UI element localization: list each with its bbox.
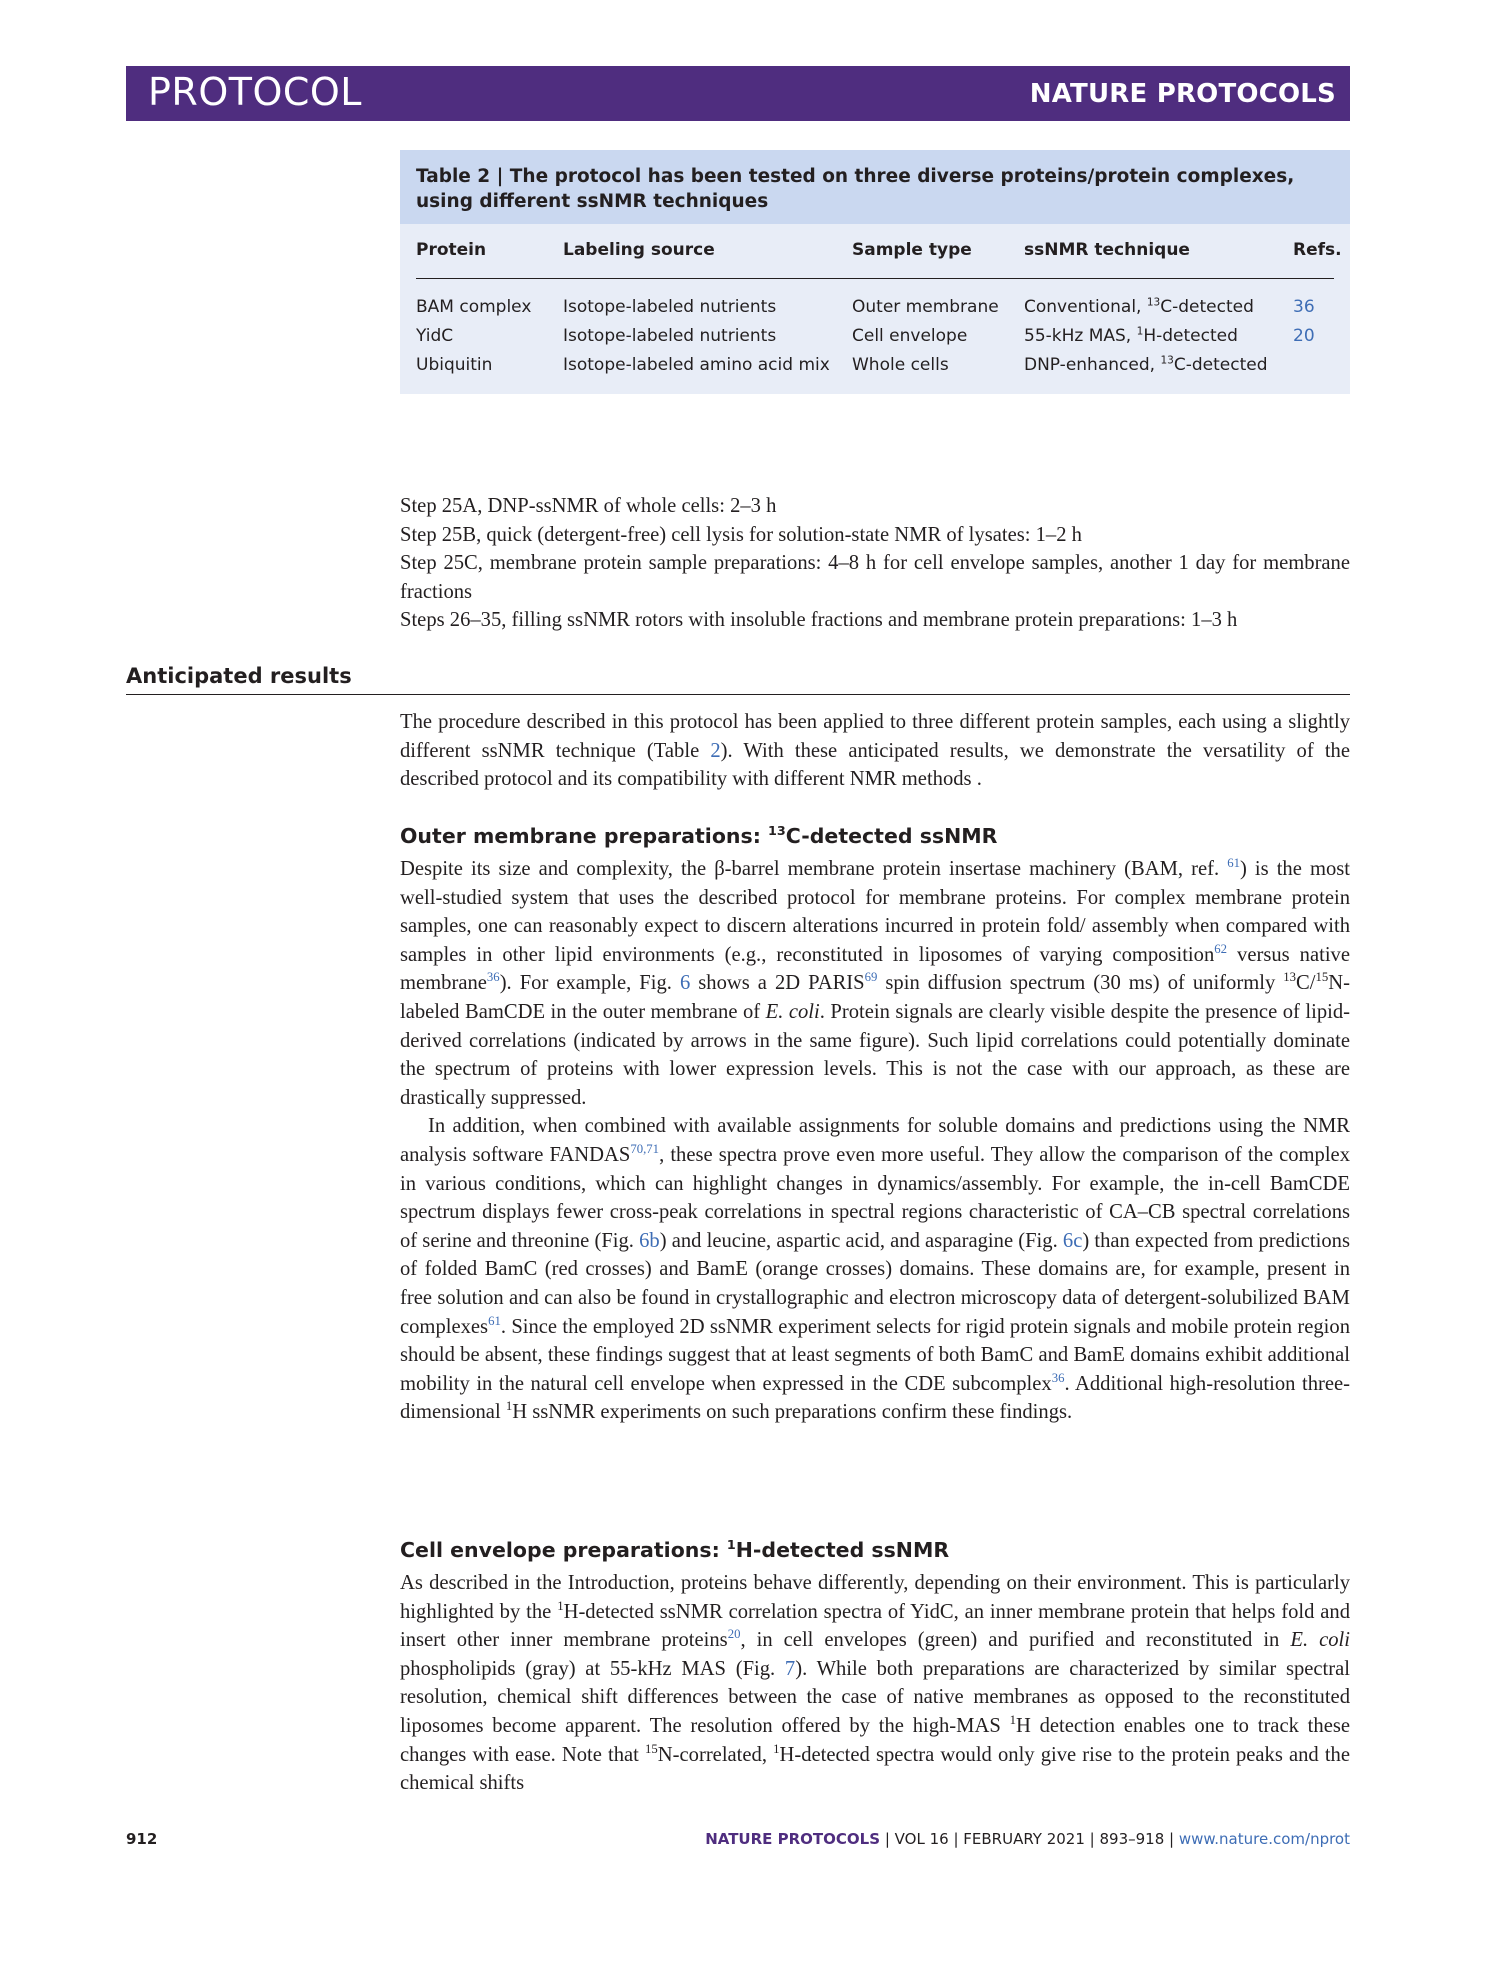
- citation-link[interactable]: 36: [486, 970, 500, 985]
- table-cell-sample: Whole cells: [852, 355, 949, 375]
- table-cell-protein: Ubiquitin: [416, 355, 493, 375]
- journal-name: NATURE PROTOCOLS: [1029, 79, 1336, 109]
- col-header-sample: Sample type: [852, 240, 972, 260]
- citation-link[interactable]: 20: [727, 1627, 741, 1642]
- timing-item: Step 25C, membrane protein sample preparations: 4–8 h for cell envelope samples, another 1 day for membrane fractions: [400, 552, 1350, 603]
- figure-ref-link[interactable]: 7: [784, 1657, 796, 1680]
- col-header-protein: Protein: [416, 240, 487, 260]
- table-cell-protein: YidC: [416, 326, 454, 346]
- figure-ref-link[interactable]: 6b: [639, 1229, 660, 1252]
- paragraph-outer-membrane: Despite its size and complexity, the β-barrel membrane protein insertase machinery (BAM, ref. $^{61}$) is the most well-studied system that uses the described protocol for membrane proteins. For complex membrane protein samples, one can reasonably expect to discern alterations incurred in protein fold/ assembly when compared with samples in other lipid environments (e.g., reconstituted in liposomes of varying composition$^{62}$ versus native membrane$^{36}$). For example, Fig. 6 shows a 2D PARIS$^{69}$ spin diffusion spectrum (30 ms) of uniformly $^{13}$C/$^{15}$N-labeled BamCDE in the outer membrane of E. coli. Protein signals are clearly visible despite the presence of lipid-derived correlations (indicated by arrows in the same figure). Such lipid correlations could potentially dominate the spectrum of proteins with lower expression levels. This is not the case with our approach, as these are drastically suppressed. In addition, when combined with available assignments for soluble domains and predictions using the NMR analysis software FANDAS$^{70,71}$, these spectra prove even more useful. They allow the comparison of the complex in various conditions, which can highlight changes in dynamics/assembly. For example, the in-cell BamCDE spectrum displays fewer cross-peak correlations in spectral regions characteristic of CA–CB spectral correlations of serine and threonine (Fig. 6b) and leucine, aspartic acid, and asparagine (Fig. 6c) than expected from predictions of folded BamC (red crosses) and BamE (orange crosses) domains. These domains are, for example, present in free solution and can also be found in crystallographic and electron microscopy data of detergent-solubilized BAM complexes$^{61}$. Since the employed 2D ssNMR experiment selects for rigid protein signals and mobile protein region should be absent, these findings suggest that at least segments of both BamC and BamE domains exhibit additional mobility in the natural cell envelope when expressed in the CDE subcomplex$^{36}$. Additional high-resolution three-dimensional $^1$H ssNMR experiments on such preparations confirm these findings.: [400, 856, 1350, 1424]
- table-cell-technique: Conventional, $^{13}$C-detected: [1024, 296, 1254, 317]
- table-cell-ref-link[interactable]: 36: [1293, 297, 1315, 317]
- table-cell-protein: BAM complex: [416, 297, 532, 317]
- figure-ref-link[interactable]: 6: [679, 972, 691, 995]
- header-banner: [126, 66, 1350, 121]
- citation-link[interactable]: 36: [1051, 1370, 1065, 1385]
- table-cell-technique: DNP-enhanced, $^{13}$C-detected: [1024, 354, 1268, 375]
- timing-list: [400, 492, 1350, 635]
- section-title: Anticipated results: [126, 664, 352, 688]
- intro-paragraph: The procedure described in this protocol has been applied to three different protein samples, each using a slightly different ssNMR technique (Table 2). With these anticipated results, we demonstrate the versatility of the described protocol and its compatibility with different NMR methods .: [400, 711, 1350, 791]
- page-number: 912: [126, 1830, 158, 1848]
- timing-item: Step 25A, DNP-ssNMR of whole cells: 2–3 h: [400, 495, 777, 517]
- subheading-outer-membrane: Outer membrane preparations: $^{13}$C-detected ssNMR: [400, 823, 998, 848]
- citation-link[interactable]: 61: [1227, 856, 1240, 871]
- table-cell-technique: 55-kHz MAS, $^1$H-detected: [1024, 325, 1238, 346]
- table-cell-sample: Outer membrane: [852, 297, 999, 317]
- timing-item: Steps 26–35, filling ssNMR rotors with insoluble fractions and membrane protein preparations: 1–3 h: [400, 609, 1238, 632]
- figure-ref-link[interactable]: 6c: [1062, 1229, 1083, 1252]
- table-caption: [400, 150, 1350, 224]
- col-header-technique: ssNMR technique: [1024, 240, 1190, 260]
- table-ref-link[interactable]: 2: [710, 739, 721, 762]
- table-cell-ref-link[interactable]: 20: [1293, 326, 1315, 346]
- table-caption-text: Table 2 | The protocol has been tested on three diverse proteins/protein complexes, using different ssNMR techniques: [416, 166, 1295, 212]
- timing-item: Step 25B, quick (detergent-free) cell lysis for solution-state NMR of lysates: 1–2 h: [400, 523, 1082, 546]
- citation-link[interactable]: 70,71: [630, 1142, 660, 1157]
- footer-citation: NATURE PROTOCOLS | VOL 16 | FEBRUARY 2021 | 893–918 | www.nature.com/nprot: [705, 1830, 1350, 1848]
- table-cell-labeling: Isotope-labeled nutrients: [563, 326, 777, 346]
- citation-link[interactable]: 69: [864, 970, 878, 985]
- col-header-refs: Refs.: [1293, 240, 1342, 260]
- journal-url-link[interactable]: www.nature.com/nprot: [1178, 1830, 1350, 1848]
- paragraph-cell-envelope: As described in the Introduction, proteins behave differently, depending on their environment. This is particularly highlighted by the $^1$H-detected ssNMR correlation spectra of YidC, an inner membrane protein that helps fold and insert other inner membrane proteins$^{20}$, in cell envelopes (green) and purified and reconstituted in E. coli phospholipids (gray) at 55-kHz MAS (Fig. 7). While both preparations are characterized by similar spectral resolution, chemical shift differences between the case of native membranes as opposed to the reconstituted liposomes become apparent. The resolution offered by the high-MAS $^1$H detection enables one to track these changes with ease. Note that $^{15}$N-correlated, $^1$H-detected spectra would only give rise to the protein peaks and the chemical shifts: [400, 1572, 1350, 1795]
- col-header-labeling: Labeling source: [563, 240, 715, 260]
- subheading-cell-envelope: Cell envelope preparations: $^1$H-detected ssNMR: [400, 1537, 950, 1562]
- table-header-rule: [416, 278, 1334, 279]
- citation-link[interactable]: 62: [1214, 941, 1228, 956]
- table-cell-sample: Cell envelope: [852, 326, 968, 346]
- table-cell-labeling: Isotope-labeled amino acid mix: [563, 355, 830, 375]
- section-label: PROTOCOL: [148, 70, 362, 114]
- section-rule: [126, 694, 1350, 695]
- citation-link[interactable]: 61: [488, 1313, 501, 1328]
- table-cell-labeling: Isotope-labeled nutrients: [563, 297, 777, 317]
